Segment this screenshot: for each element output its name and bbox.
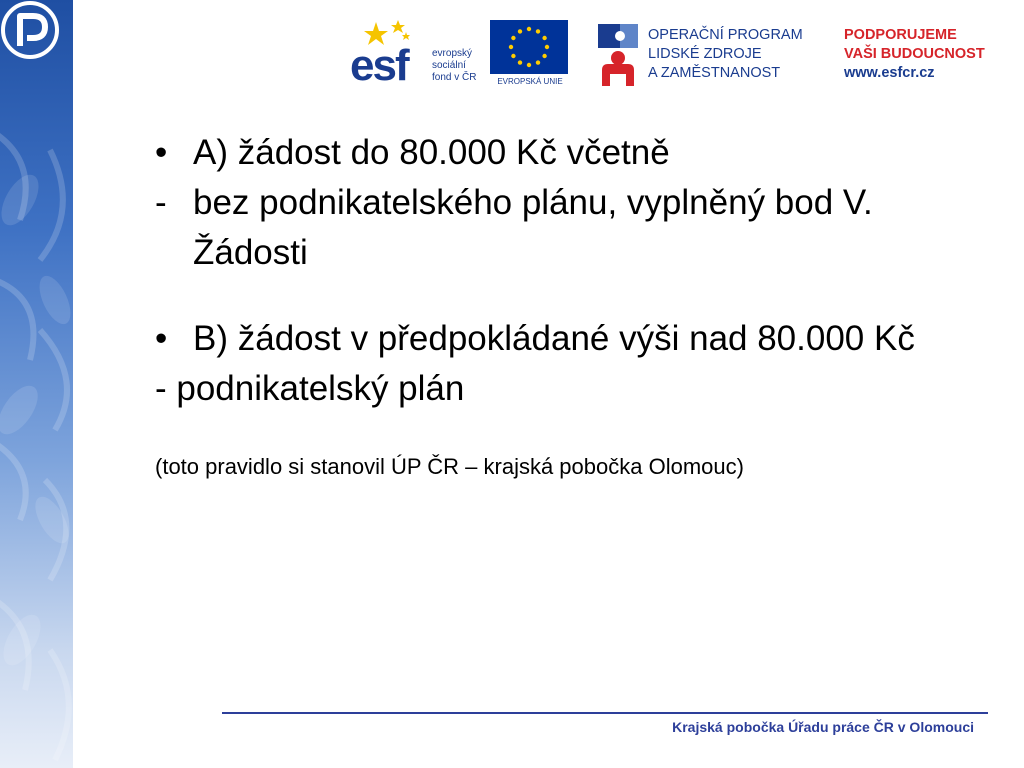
puzzle-person-icon — [594, 20, 642, 88]
spacer — [155, 414, 975, 452]
op-lzz-title — [648, 26, 803, 83]
slogan-line-1: PODPORUJEME — [844, 27, 957, 43]
op-line: OPERAČNÍ PROGRAM — [648, 27, 803, 43]
esf-line: fond v ČR — [432, 72, 477, 83]
slogan-line-2: VAŠI BUDOUCNOST — [844, 46, 985, 62]
esf-line: evropský — [432, 48, 473, 59]
spacer — [155, 278, 975, 314]
bullet-item-b — [155, 314, 975, 364]
esf-line: sociální — [432, 60, 466, 71]
side-decorative-band — [0, 0, 73, 768]
dash-text: bez podnikatelského plánu, vyplněný bod V. Žádosti — [193, 183, 873, 272]
esf-wordmark: esf — [350, 41, 408, 90]
bullet-marker: • — [155, 133, 168, 172]
bullet-item-a — [155, 128, 975, 178]
op-lzz-logo — [594, 18, 834, 90]
footer-divider — [222, 712, 988, 714]
support-slogan — [844, 26, 985, 83]
up-logo-icon — [0, 0, 60, 60]
dash-item-a-detail — [155, 178, 975, 278]
leaf-pattern-decoration — [0, 0, 73, 768]
bullet-marker: • — [155, 319, 168, 358]
footer-caption: Krajská pobočka Úřadu práce ČR v Olomouci — [672, 719, 974, 735]
bullet-text: A) žádost do 80.000 Kč včetně — [193, 133, 670, 172]
op-line: LIDSKÉ ZDROJE — [648, 46, 762, 62]
note-text: (toto pravidlo si stanovil ÚP ČR – krajská pobočka Olomouc) — [155, 454, 744, 479]
eu-logo — [490, 20, 570, 90]
slide-content — [155, 128, 975, 482]
op-line: A ZAMĚSTNANOST — [648, 65, 781, 81]
esf-website-link[interactable]: www.esfcr.cz — [844, 65, 935, 81]
bullet-text: B) žádost v předpokládané výši nad 80.000 Kč — [193, 319, 915, 358]
esf-logo — [350, 18, 485, 90]
dash-marker: - — [155, 183, 167, 222]
header-logos — [350, 18, 1000, 90]
eu-caption: EVROPSKÁ UNIE — [497, 77, 563, 86]
item-b-detail: - podnikatelský plán — [155, 369, 465, 408]
esf-subtitle — [432, 48, 476, 84]
eu-flag-icon — [490, 20, 568, 74]
